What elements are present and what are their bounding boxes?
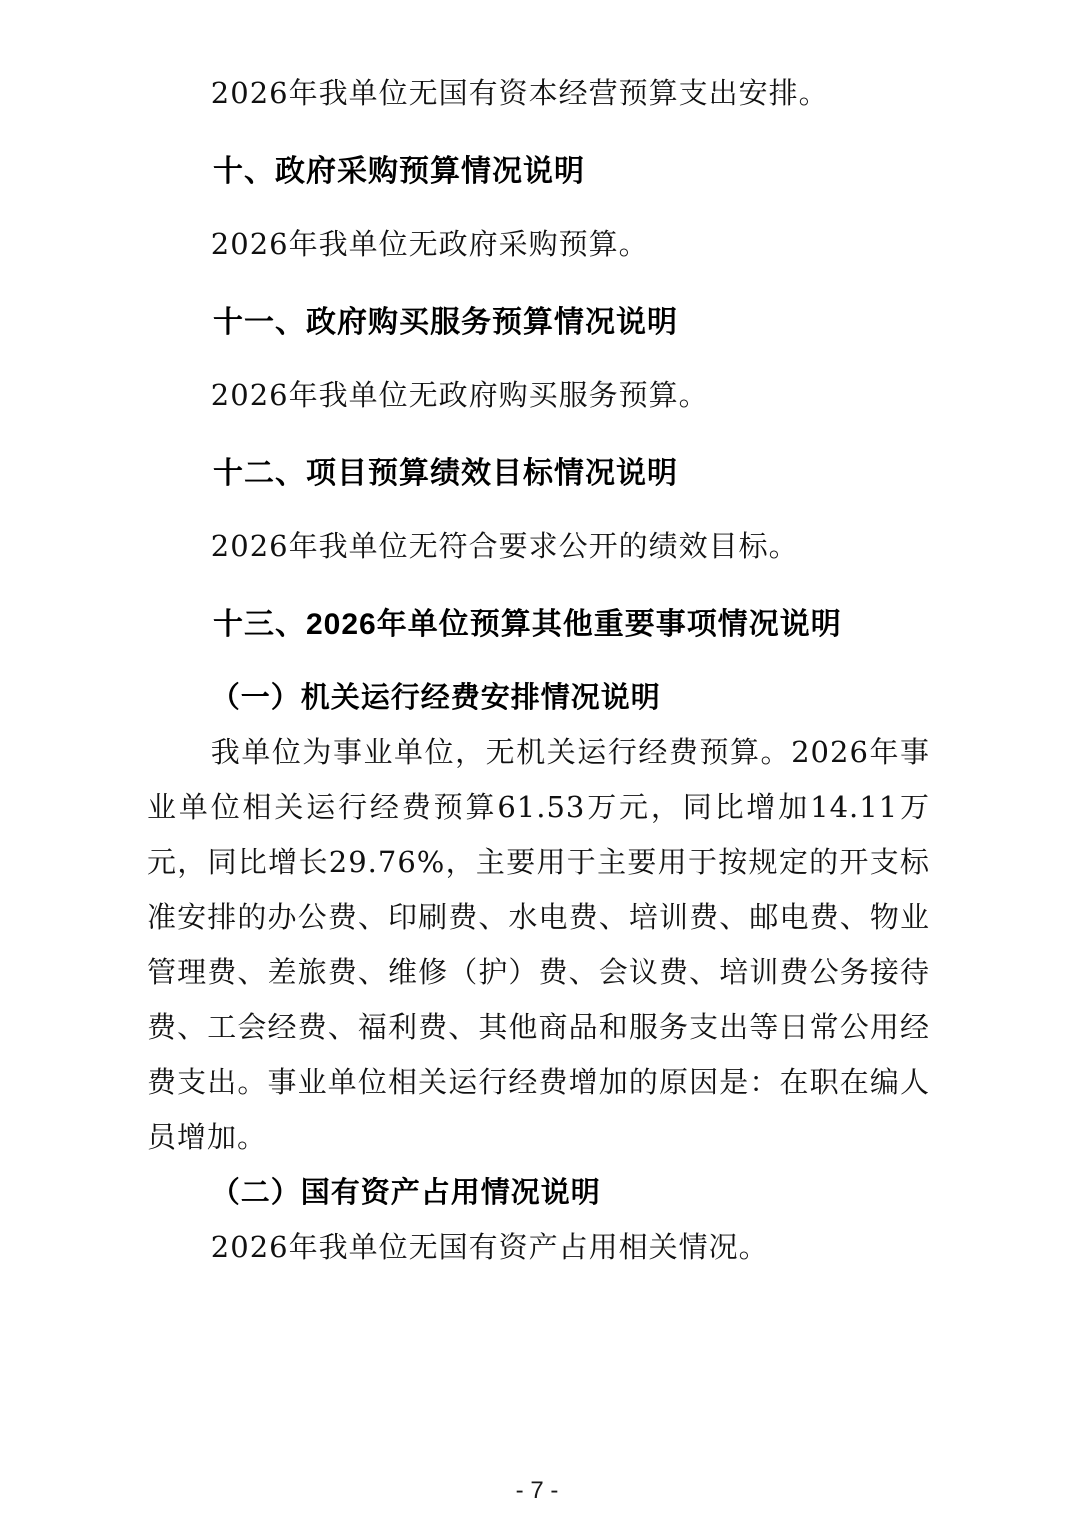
paragraph-no-state-capital-budget: 2026年我单位无国有资本经营预算支出安排。: [210, 76, 829, 110]
heading-section-12-performance-targets: 十二、项目预算绩效目标情况说明: [213, 457, 678, 490]
document-body: [147, 66, 930, 1275]
subheading-1-operating-expenses: （一）机关运行经费安排情况说明: [210, 680, 661, 714]
paragraph-no-state-asset-occupancy: 2026年我单位无国有资产占用相关情况。: [210, 1230, 769, 1264]
heading-section-11-gov-purchased-services: 十一、政府购买服务预算情况说明: [213, 306, 678, 339]
heading-section-10-gov-procurement: 十、政府采购预算情况说明: [213, 155, 585, 188]
subheading-2-state-asset-occupancy: （二）国有资产占用情况说明: [210, 1175, 601, 1209]
page-number: - 7 -: [515, 1477, 559, 1504]
paragraph-no-gov-purchased-services: 2026年我单位无政府购买服务预算。: [210, 378, 709, 412]
paragraph-no-performance-targets: 2026年我单位无符合要求公开的绩效目标。: [210, 529, 799, 563]
paragraph-operating-expenses-detail: 我单位为事业单位，无机关运行经费预算。2026年事业单位相关运行经费预算61.53万元，同比增加14.11万元，同比增长29.76%，主要用于主要用于按规定的开支标准安排的办公费、印刷费、水电费、培训费、邮电费、物业管理费、差旅费、维修（护）费、会议费、培训费公务接待费、工会经费、福利费、其他商品和服务支出等日常公用经费支出。事业单位相关运行经费增加的原因是：在职在编人员增加。: [147, 735, 930, 1154]
heading-section-13-other-important-matters: 十三、2026年单位预算其他重要事项情况说明: [213, 608, 842, 641]
paragraph-no-gov-procurement: 2026年我单位无政府采购预算。: [210, 227, 649, 261]
